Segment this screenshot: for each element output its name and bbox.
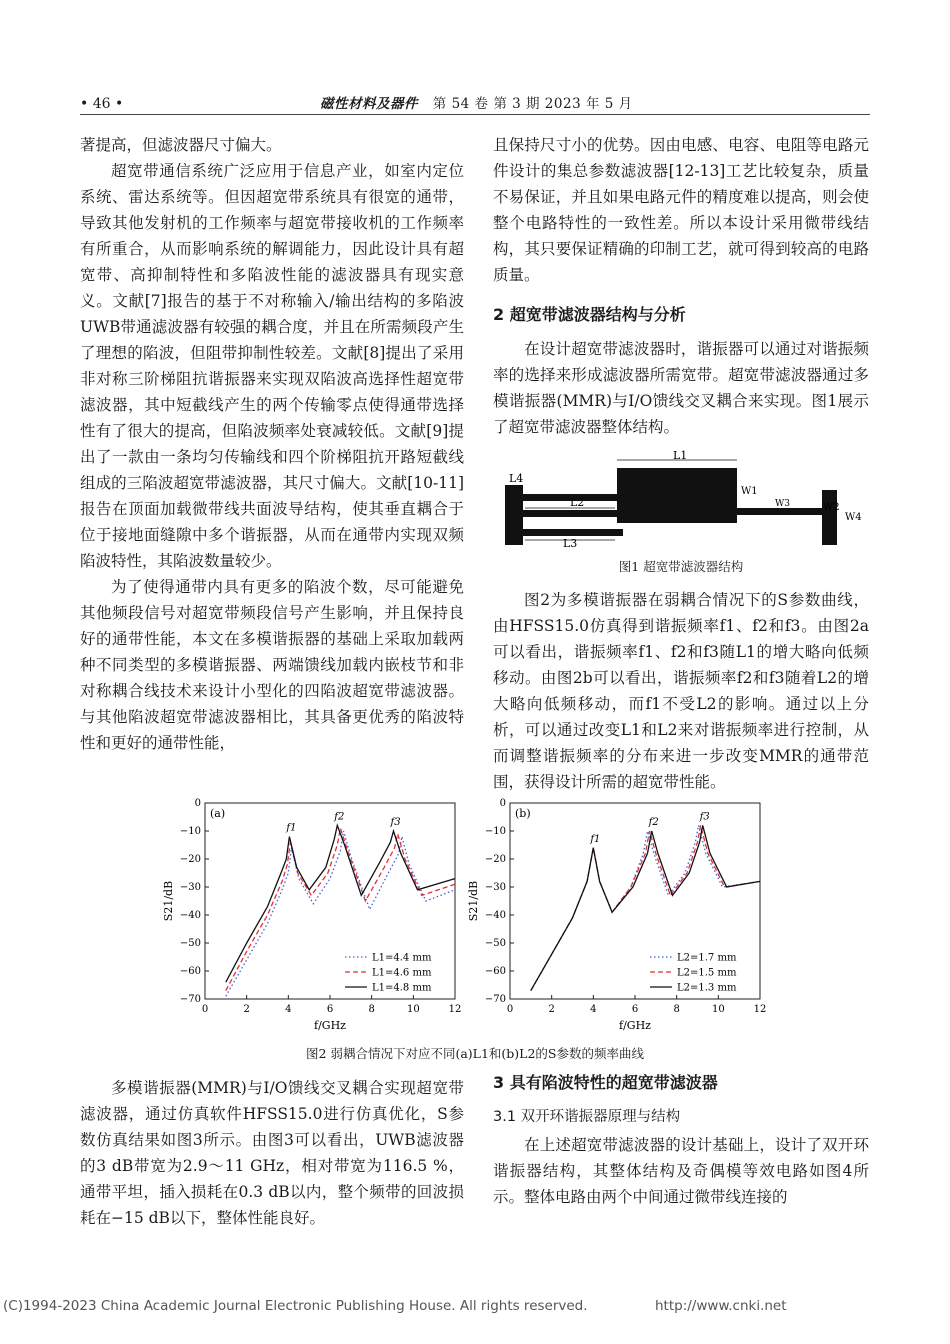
header-rule [80,114,870,115]
y-tick-label: −60 [484,966,506,977]
paragraph: 图2为多模谐振器在弱耦合情况下的S参数曲线，由HFSS15.0仿真得到谐振频率f1、f2和f3。由图2a可以看出，谐振频率f1、f2和f3随L1的增大略向低频移动。由图2b可以看出，谐振频率f2和f3随着L2的增大略向低频移动，而f1不受L2的影响。通过以上分析，可以通过改变L1和L2来对谐振频率进行控制，从而调整谐振频率的分布来进一步改变MMR的通带范围，获得设计所需的超宽带性能。 [493,591,869,791]
paragraph: 超宽带通信系统广泛应用于信息产业，如室内定位系统、雷达系统等。但因超宽带系统具有很宽的通带，导致其他发射机的工作频率与超宽带接收机的工作频率有所重合，从而影响系统的解调能力，因此设计具有超宽带、高抑制特性和多陷波性能的滤波器具有现实意义。文献[7]报告的基于不对称输入/输出结构的多陷波UWB带通滤波器有较强的耦合度，并且在所需频段产生了理想的陷波，但阻带抑制性较差。文献[8]提出了采用非对称三阶梯阻抗谐振器来实现双陷波高选择性超宽带滤波器，其中短截线产生的两个传输零点使得通带选择性有了很大的提高，但陷波频率处衰减较低。文献[9]提出了一款由一条均匀传输线和四个阶梯阻抗开路短截线组成的三陷波超宽带滤波器，其尺寸偏大。文献[10-11]报告在顶面加载微带线共面波导结构，使其垂直耦合于位于接地面缝隙中多个谐振器，从而在通带内实现双频陷波特性，其陷波数量较少。 [80,162,464,570]
label-W1: W1 [741,486,758,497]
x-tick-label: 0 [506,1004,514,1015]
journal-name: 磁性材料及器件 [320,96,418,112]
y-tick-label: −70 [484,994,506,1005]
y-tick-label: −20 [484,854,506,865]
legend-label: L2=1.3 mm [677,982,737,994]
series-line [226,828,455,990]
x-tick-label: 8 [368,1004,375,1015]
figure-1-filter-structure [505,450,865,548]
y-axis-label: S21/dB [467,880,480,922]
y-tick-label: −40 [484,910,506,921]
x-axis-label: f/GHz [314,1019,346,1032]
x-axis-label: f/GHz [619,1019,651,1032]
figure-1-caption: 图1 超宽带滤波器结构 [618,559,744,574]
right-line [737,508,822,515]
section-2-title: 2 超宽带滤波器结构与分析 [493,305,686,324]
x-tick-label: 4 [285,1004,292,1015]
resonance-label: f2 [334,811,345,823]
y-tick-label: −40 [179,910,201,921]
label-L2: L2 [570,496,585,509]
label-W3: W3 [775,499,790,509]
paragraph: 多模谐振器(MMR)与I/O馈线交叉耦合实现超宽带滤波器，通过仿真软件HFSS15.0进行仿真优化，S参数仿真结果如图3所示。由图3可以看出，UWB滤波器的3 dB带宽为2.9～11 GHz，相对带宽为116.5 %，通带平坦，插入损耗在0.3 dB以内，整个频带的回波损耗在−15 dB以下，整体性能良好。 [80,1079,464,1227]
subsection-3-1-title: 3.1 双开环谐振器原理与结构 [493,1109,681,1125]
issue-info: 第 54 卷 第 3 期 2023 年 5 月 [432,96,633,112]
y-tick-label: −50 [179,938,201,949]
y-tick-label: −60 [179,966,201,977]
left-port [505,485,523,545]
running-header [320,92,633,112]
website-link[interactable]: http://www.cnki.net [655,1298,787,1314]
page-number: • 46 • [80,96,124,112]
paragraph: 著提高，但滤波器尺寸偏大。 [80,136,282,154]
resonance-label: f3 [390,817,401,828]
series-line [531,825,760,990]
resonance-label: f1 [590,833,601,845]
y-tick-label: −30 [179,882,201,893]
resonance-label: f3 [699,811,710,823]
figure-2a-chart [160,795,470,1035]
y-tick-label: −50 [484,938,506,949]
bottom-right-column [493,1070,869,1210]
x-tick-label: 6 [631,1004,639,1015]
y-tick-label: 0 [194,798,201,809]
right-column [493,132,869,440]
paragraph: 为了使得通带内具有更多的陷波个数，尽可能避免其他频段信号对超宽带频段信号产生影响，并且保持良好的通带性能，本文在多模谐振器的基础上采取加载两种不同类型的多模谐振器、两端馈线加载内嵌枝节和非对称耦合线技术来设计小型化的四陷波超宽带滤波器。与其他陷波超宽带滤波器相比，其具备更优秀的陷波特性和更好的通带性能， [80,578,464,752]
legend-label: L2=1.5 mm [677,967,737,979]
y-tick-label: −30 [484,882,506,893]
figure-2b-chart [465,795,775,1035]
legend-label: L1=4.8 mm [372,982,432,994]
x-tick-label: 10 [406,1004,420,1015]
y-axis-label: S21/dB [162,880,175,922]
figure-2-caption: 图2 弱耦合情况下对应不同(a)L1和(b)L2的S参数的频率曲线 [306,1046,644,1061]
left-column [80,132,464,756]
x-tick-label: 8 [673,1004,680,1015]
lower-feed-line [523,529,623,536]
y-tick-label: −70 [179,994,201,1005]
x-tick-label: 4 [590,1004,597,1015]
y-tick-label: −20 [179,854,201,865]
inner-stub [523,510,618,517]
right-column-continued [493,587,869,795]
x-tick-label: 2 [548,1004,555,1015]
legend-label: L1=4.6 mm [372,967,432,979]
copyright-notice: (C)1994-2023 China Academic Journal Electronic Publishing House. All rights reserved. [3,1298,588,1314]
x-tick-label: 12 [753,1004,767,1015]
legend-label: L2=1.7 mm [677,952,737,964]
section-3-title: 3 具有陷波特性的超宽带滤波器 [493,1073,718,1092]
series-line [531,825,760,990]
x-tick-label: 0 [201,1004,209,1015]
paragraph: 在上述超宽带滤波器的设计基础上，设计了双开环谐振器结构，其整体结构及奇偶模等效电路如图4所示。整体电路由两个中间通过微带线连接的 [493,1136,869,1206]
paragraph: 在设计超宽带滤波器时，谐振器可以通过对谐振频率的选择来形成滤波器所需宽带。超宽带滤波器通过多模谐振器(MMR)与I/O馈线交叉耦合来实现。图1展示了超宽带滤波器整体结构。 [493,340,869,436]
y-tick-label: −10 [484,826,506,837]
label-L3: L3 [563,537,578,548]
label-W2: W2 [823,502,840,513]
panel-label: (a) [210,807,226,820]
x-tick-label: 10 [711,1004,725,1015]
label-L4: L4 [509,472,524,485]
y-tick-label: −10 [179,826,201,837]
bottom-left-column [80,1075,464,1231]
x-tick-label: 2 [243,1004,250,1015]
mmr-center [617,468,737,523]
label-L1: L1 [673,450,688,462]
right-port [822,490,837,545]
legend-label: L1=4.4 mm [372,952,432,964]
panel-label: (b) [515,807,531,820]
series-line [531,825,760,990]
x-tick-label: 12 [448,1004,462,1015]
paragraph: 且保持尺寸小的优势。因由电感、电容、电阻等电路元件设计的集总参数滤波器[12-13]工艺比较复杂，质量不易保证，并且如果电路元件的精度难以提高，则会使整个电路特性的一致性差。所以本设计采用微带线结构，其只要保证精确的印制工艺，就可得到较高的电路质量。 [493,136,869,284]
resonance-label: f2 [648,817,659,828]
x-tick-label: 6 [326,1004,334,1015]
label-W4: W4 [845,512,862,523]
y-tick-label: 0 [499,798,506,809]
resonance-label: f1 [286,822,297,834]
